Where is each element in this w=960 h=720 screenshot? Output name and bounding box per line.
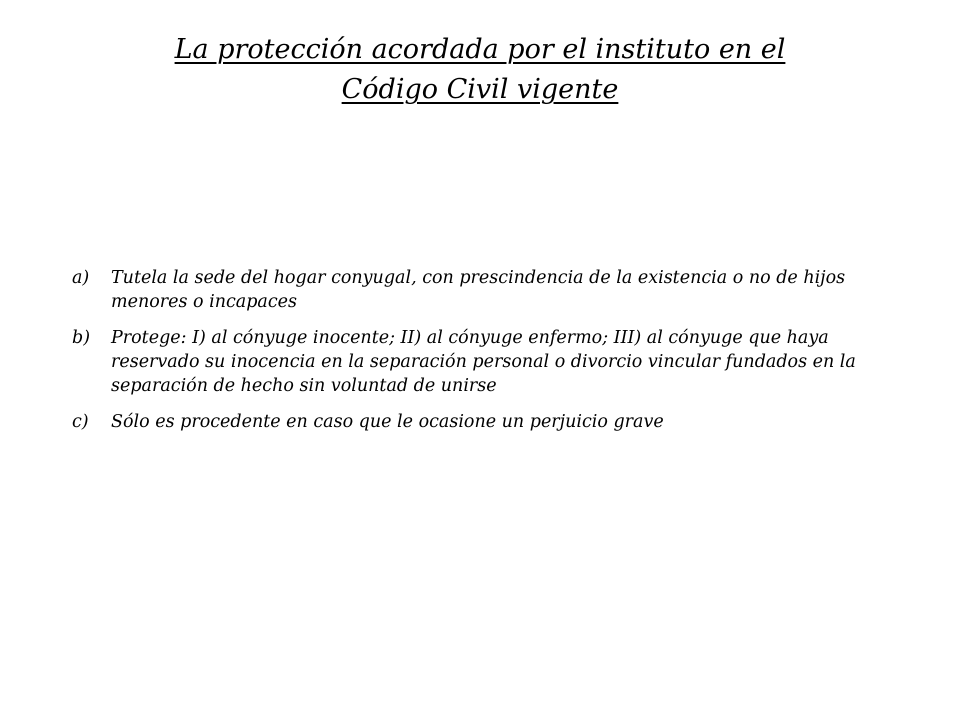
list-item-marker: c) [72, 412, 89, 432]
list-item-text: Tutela la sede del hogar conyugal, con prescindencia de la existencia o no de hijos menores o incapaces [111, 268, 846, 312]
list-item-text: Protege: I) al cónyuge inocente; II) al cónyuge enfermo; III) al cónyuge que haya reservado su inocencia en la separación personal o divorcio vincular fundados en la separación de hecho sin voluntad de unirse [111, 328, 856, 396]
list-item-marker: b) [72, 328, 91, 348]
list-item [72, 266, 862, 314]
list-item [72, 326, 862, 398]
slide-title-line-1: La protección acordada por el instituto en el [174, 34, 786, 65]
list-item-marker: a) [72, 268, 90, 288]
slide-title [120, 30, 840, 110]
list-item [72, 410, 862, 434]
list-item-text: Sólo es procedente en caso que le ocasione un perjuicio grave [111, 412, 664, 432]
bullet-list [72, 266, 862, 446]
slide-title-line-2: Código Civil vigente [341, 74, 619, 105]
